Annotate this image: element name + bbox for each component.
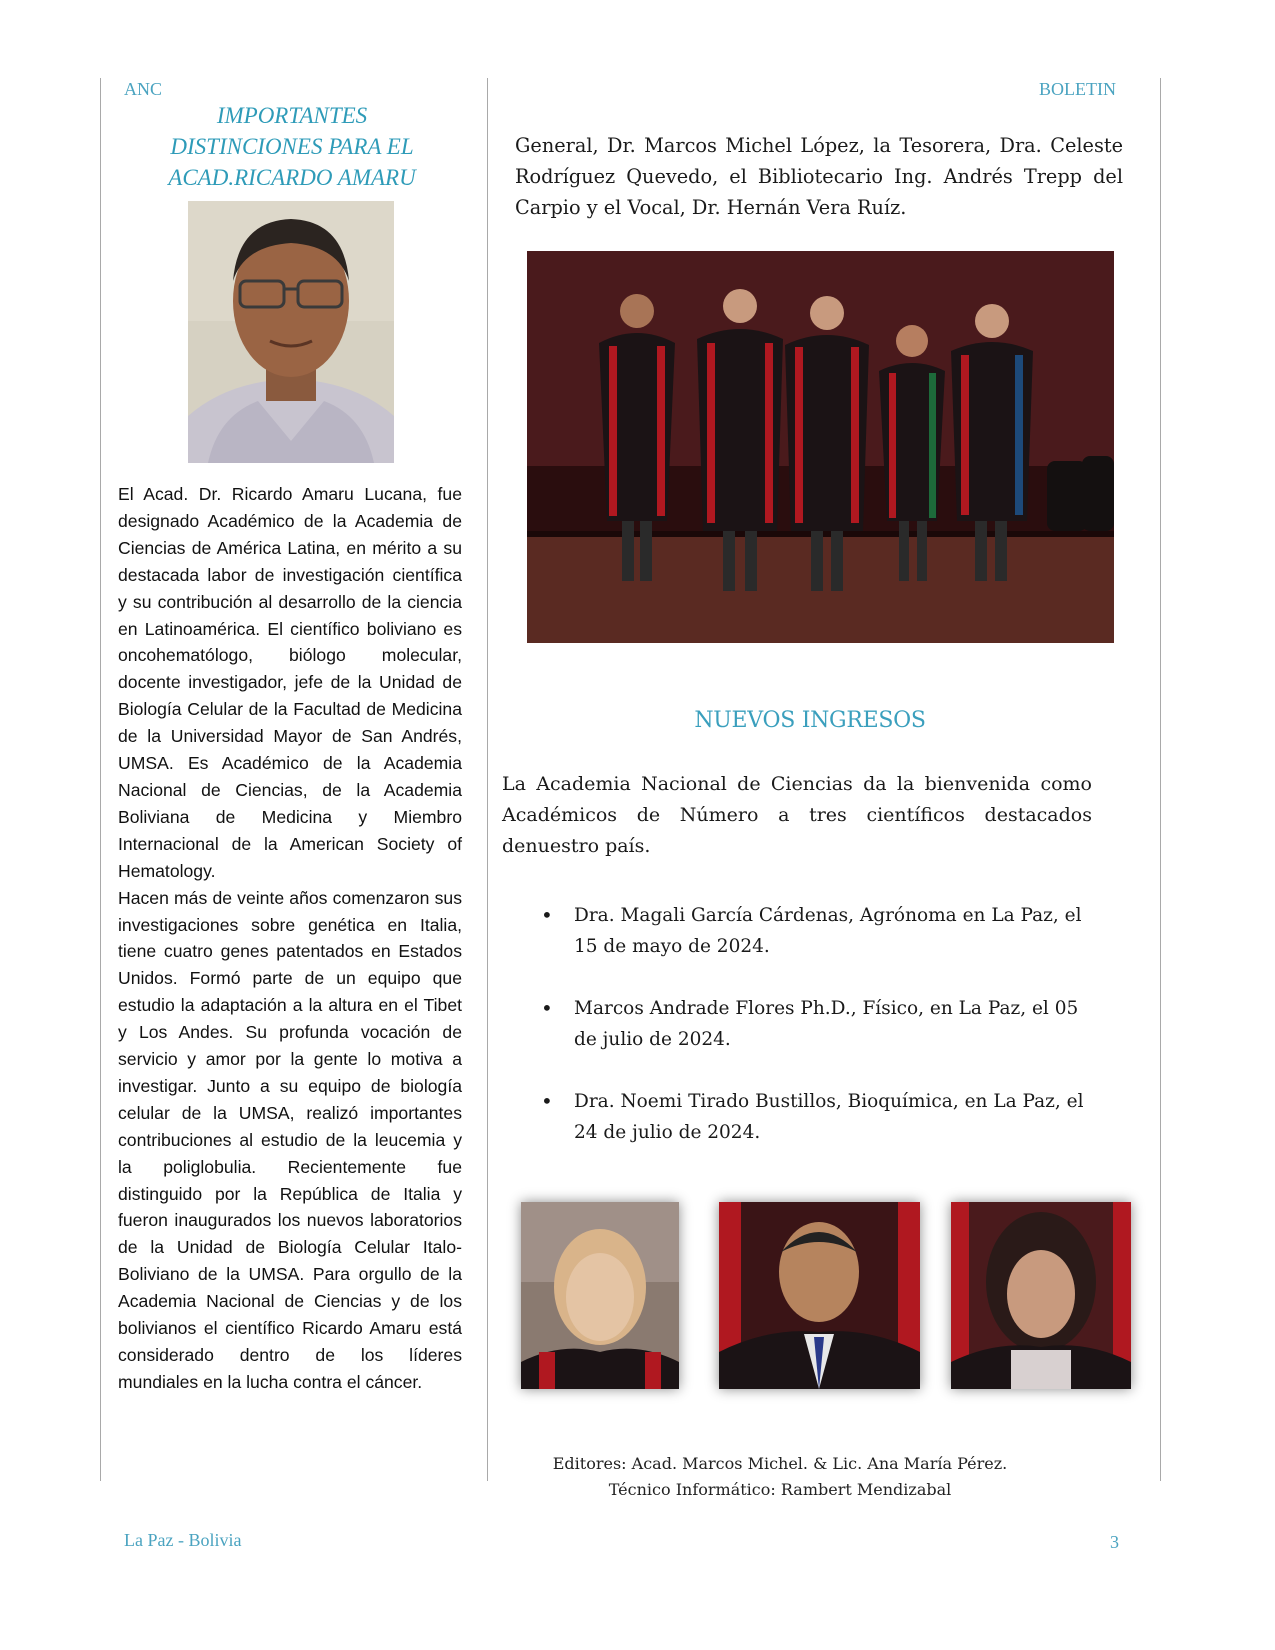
list-item-text: Marcos Andrade Flores Ph.D., Físico, en La Paz, el 05 de julio de 2024. xyxy=(574,998,1079,1050)
bullet-icon: • xyxy=(541,1089,553,1113)
bullet-icon: • xyxy=(541,996,553,1020)
title-line: DISTINCIONES PARA EL xyxy=(170,134,414,159)
group-photo-illustration xyxy=(527,251,1114,643)
article-body xyxy=(118,481,462,1396)
bullet-icon: • xyxy=(541,903,553,927)
editors-credit xyxy=(500,1451,1060,1503)
member-photo-1-illustration xyxy=(521,1202,679,1389)
editors-line: Editores: Acad. Marcos Michel. & Lic. Ana María Pérez. xyxy=(552,1454,1008,1473)
member-photo-3-illustration xyxy=(951,1202,1131,1389)
body-paragraph: Hacen más de veinte años comenzaron sus investigaciones sobre genética en Italia, tiene cuatro genes patentados en Estados Unidos. Formó parte de un equipo que estudio la adaptación a la altura en el Tibet y Los Andes. Su profunda vocación de servicio y amor por la gente lo motiva a investigar. Junto a su equipo de biología celular de la UMSA, realizó importantes contribuciones al estudio de la leucemia y la poliglobulia. Recientemente fue distinguido por la República de Italia y fueron inaugurados los nuevos laboratorios de la Unidad de Biología Celular Italo-Boliviano de la UMSA. Para orgullo de la Academia Nacional de Ciencias y de los bolivianos el científico Ricardo Amaru está considerado dentro de los líderes mundiales en la lucha contra el cáncer. xyxy=(118,887,462,1392)
footer-location: La Paz - Bolivia xyxy=(124,1530,242,1550)
portrait-illustration xyxy=(188,201,394,463)
list-item-text: Dra. Noemi Tirado Bustillos, Bioquímica, en La Paz, el 24 de julio de 2024. xyxy=(574,1091,1084,1143)
title-line: IMPORTANTES xyxy=(216,103,368,128)
left-margin-rule xyxy=(100,78,101,1481)
list-item xyxy=(502,900,1102,962)
member-photo-2-illustration xyxy=(719,1202,920,1389)
body-paragraph: El Acad. Dr. Ricardo Amaru Lucana, fue designado Académico de la Academia de Ciencias de América Latina, en mérito a su destacada labor de investigación científica y su contribución al desarrollo de la ciencia en Latinoamérica. El científico boliviano es oncohematólogo, biólogo molecular, docente investigador, jefe de la Unidad de Biología Celular de la Facultad de Medicina de la Universidad Mayor de San Andrés, UMSA. Es Académico de la Academia Nacional de Ciencias, de la Academia Boliviana de Medicina y Miembro Internacional de la American Society of Hematology. xyxy=(118,484,462,881)
member-photo-2 xyxy=(719,1202,920,1389)
member-photo-3 xyxy=(951,1202,1131,1389)
intro-paragraph: La Academia Nacional de Ciencias da la bienvenida como Académicos de Número a tres científicos destacados denuestro país. xyxy=(502,773,1092,857)
list-item xyxy=(502,1086,1102,1148)
portrait-photo xyxy=(188,201,394,463)
page-number: 3 xyxy=(1110,1532,1119,1552)
section-title: NUEVOS INGRESOS xyxy=(694,708,926,733)
member-photo-1 xyxy=(521,1202,679,1389)
group-photo xyxy=(527,251,1114,643)
column-divider xyxy=(487,78,488,1481)
tech-line: Técnico Informático: Rambert Mendizabal xyxy=(608,1480,952,1499)
article-title xyxy=(133,100,451,193)
right-margin-rule xyxy=(1160,78,1161,1481)
list-item-text: Dra. Magali García Cárdenas, Agrónoma en La Paz, el 15 de mayo de 2024. xyxy=(574,905,1082,957)
header-right: BOLETIN xyxy=(1039,79,1116,99)
new-members-list xyxy=(502,900,1102,1179)
list-item xyxy=(502,993,1102,1055)
header-left: ANC xyxy=(124,79,163,99)
title-line: ACAD.RICARDO AMARU xyxy=(168,165,416,190)
continuation-text: General, Dr. Marcos Michel López, la Tesorera, Dra. Celeste Rodríguez Quevedo, el Bibliotecario Ing. Andrés Trepp del Carpio y el Vocal, Dr. Hernán Vera Ruíz. xyxy=(515,134,1123,219)
